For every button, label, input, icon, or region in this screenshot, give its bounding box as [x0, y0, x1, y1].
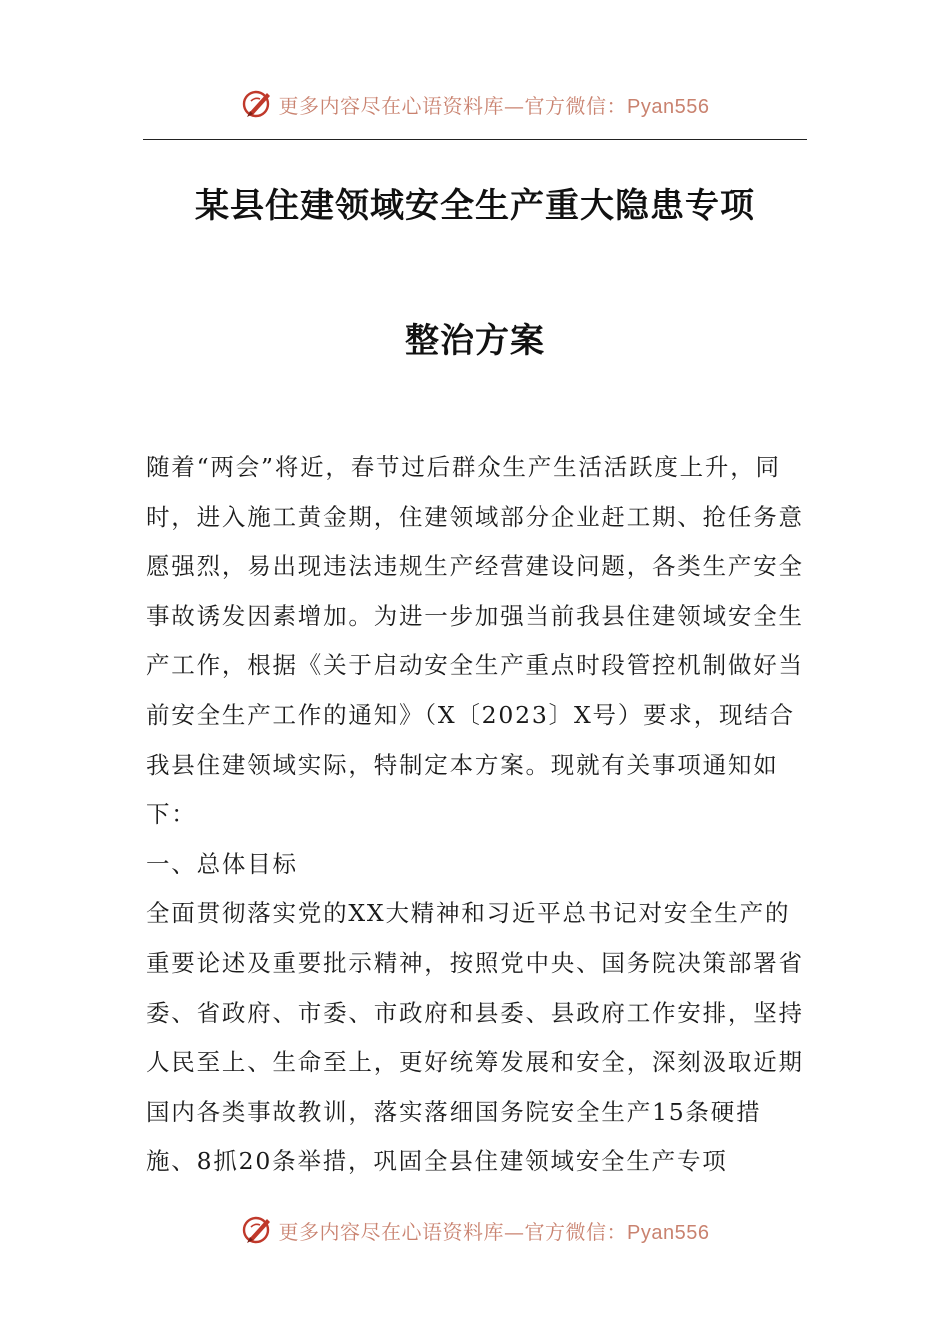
banner-handle: Pyan556 — [627, 1221, 710, 1244]
banner-handle: Pyan556 — [627, 95, 710, 118]
banner-text: 更多内容尽在心语资料库—官方微信：Pyan556 — [278, 93, 710, 118]
body-paragraph: 全面贯彻落实党的XX大精神和习近平总书记对安全生产的重要论述及重要批示精神，按照党中央、国务院决策部署省委、省政府、市委、市政府和县委、县政府工作安排，坚持人民至上、生命至上，更好统筹发展和安全，深刻汲取近期国内各类事故教训，落实落细国务院安全生产15条硬措施、8抓20条举措，巩固全县住建领域安全生产专项 — [146, 899, 804, 1176]
document-body — [146, 443, 810, 1187]
footer-banner — [0, 1212, 950, 1248]
header-banner — [0, 86, 950, 122]
pen-logo-icon — [241, 1213, 275, 1247]
header-divider — [143, 139, 807, 140]
banner-text: 更多内容尽在心语资料库—官方微信：Pyan556 — [278, 1219, 710, 1244]
document-title-line-1: 某县住建领域安全生产重大隐患专项 — [195, 186, 755, 226]
intro-paragraph: 随着“两会”将近，春节过后群众生产生活活跃度上升，同时，进入施工黄金期，住建领域部分企业赶工期、抢任务意愿强烈，易出现违法违规生产经营建设问题，各类生产安全事故诱发因素增加。为进一步加强当前我县住建领域安全生产工作，根据《关于启动安全生产重点时段管控机制做好当前安全生产工作的通知》（X〔2023〕X号）要求，现结合我县住建领域实际，特制定本方案。现就有关事项通知如下： — [146, 453, 804, 829]
section-heading: 一、总体目标 — [146, 849, 298, 878]
document-title-line-2: 整治方案 — [405, 321, 545, 361]
pen-logo-icon — [241, 87, 275, 121]
